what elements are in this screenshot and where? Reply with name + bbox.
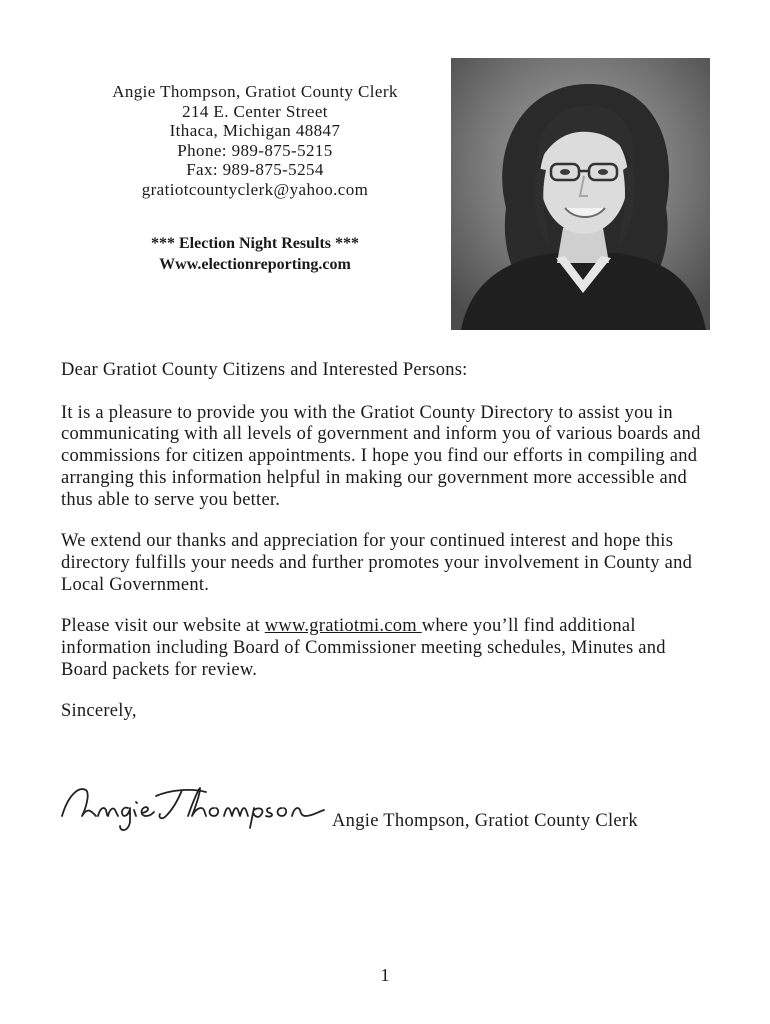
signature-icon <box>60 776 330 836</box>
paragraph-3-intro: Please visit our website at <box>61 616 265 637</box>
portrait-photo-icon <box>451 58 710 330</box>
portrait-photo <box>451 58 710 330</box>
closing: Sincerely, <box>61 701 137 722</box>
letter-paragraph-2: We extend our thanks and appreciation for your continued interest and hope this directory fulfills your needs and further promotes your involvement in County and Local Government. <box>61 531 693 595</box>
signer-name: Angie Thompson, Gratiot County Clerk <box>332 811 638 831</box>
fax-number: Fax: 989-875-5254 <box>186 160 324 179</box>
letter-paragraph-3 <box>61 616 701 681</box>
election-results-block <box>60 233 450 275</box>
election-results-site: Www.electionreporting.com <box>159 256 351 273</box>
paragraph-3-rest: where you’ll find additional information including Board of Commissioner meeting schedules, Minutes and Board packets for review. <box>61 616 666 680</box>
page-number: 1 <box>380 965 390 985</box>
city-state-zip: Ithaca, Michigan 48847 <box>169 121 341 140</box>
letter-paragraph-1: It is a pleasure to provide you with the Gratiot County Directory to assist you in communicating with all levels of government and inform you of various boards and commissions for citizen appointments. I hope you find our efforts in compiling and arranging this information helpful in making our government more accessible and thus able to serve you better. <box>61 402 701 510</box>
website-link[interactable]: www.gratiotmi.com <box>264 616 422 637</box>
handwritten-signature <box>60 776 330 836</box>
contact-block <box>60 82 450 199</box>
salutation: Dear Gratiot County Citizens and Interested Persons: <box>61 360 468 380</box>
street-address: 214 E. Center Street <box>182 101 328 121</box>
letter-body <box>61 360 701 743</box>
election-results-heading: *** Election Night Results *** <box>151 235 359 252</box>
email-address: gratiotcountyclerk@yahoo.com <box>141 179 369 199</box>
clerk-name-title: Angie Thompson, Gratiot County Clerk <box>112 82 398 101</box>
phone-number: Phone: 989-875-5215 <box>177 140 333 160</box>
